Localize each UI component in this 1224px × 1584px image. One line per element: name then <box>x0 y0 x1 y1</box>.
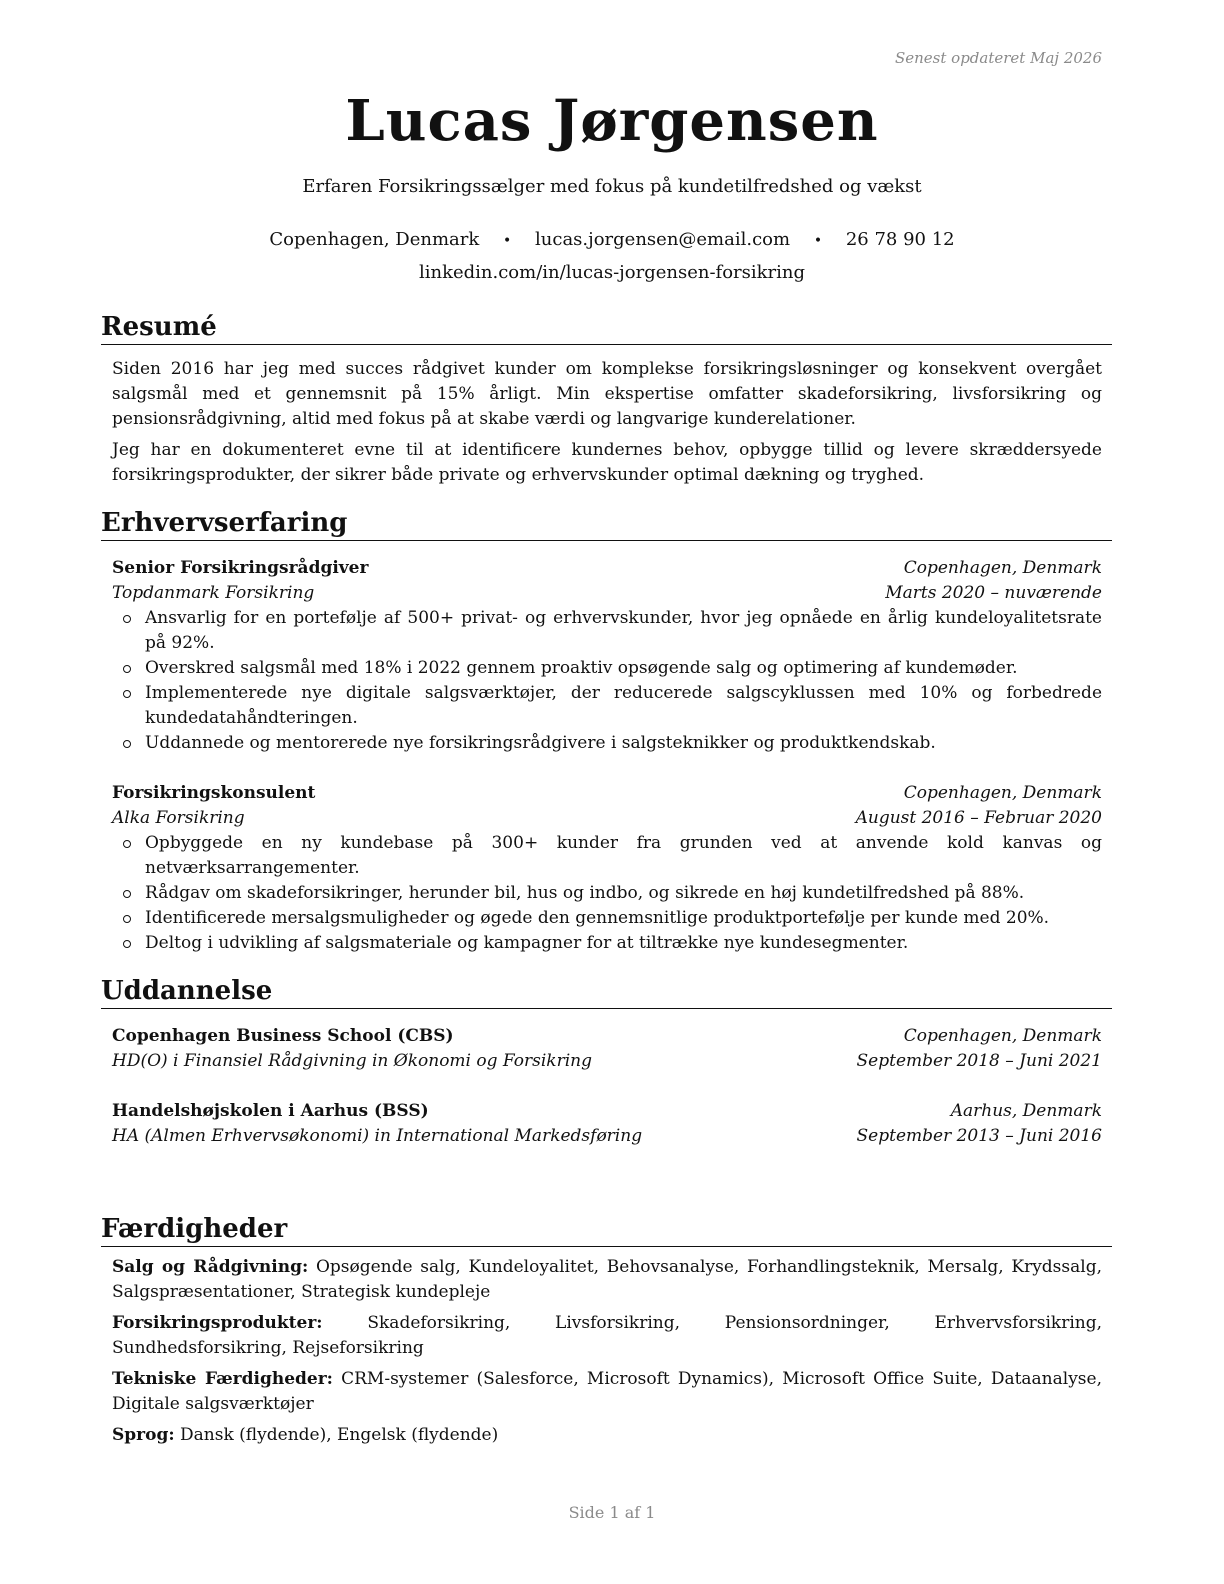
summary-paragraph: Siden 2016 har jeg med succes rådgivet kunder om komplekse forsikringsløsninger og konsekvent overgået salgsmål med et gennemsnit på 15% årligt. Min ekspertise omfatter skadeforsikring, livsforsikring og pensionsrådgivning, altid med fokus på at skabe værdi og langvarige kunderelationer. <box>112 359 1102 429</box>
list-item: Ansvarlig for en portefølje af 500+ privat- og erhvervskunder, hvor jeg opnåede en årlig kundeloyalitetsrate på 92%. <box>145 606 1102 656</box>
list-item: Uddannede og mentorerede nye forsikringsrådgivere i salgsteknikker og produktkendskab. <box>145 731 1102 756</box>
skill-group: Salg og Rådgivning: Opsøgende salg, Kundeloyalitet, Behovsanalyse, Forhandlingsteknik, Mersalg, Krydssalg, Salgspræsentationer, Strategisk kundepleje <box>112 1257 1102 1302</box>
summary-paragraph: Jeg har en dokumenteret evne til at identificere kundernes behov, opbygge tillid og levere skræddersyede forsikringsprodukter, der sikrer både private og erhvervskunder optimal dækning og tryghed. <box>112 440 1102 485</box>
list-item: Identificerede mersalgsmuligheder og øgede den gennemsnitlige produktportefølje per kunde med 20%. <box>145 906 1102 931</box>
candidate-tagline: Erfaren Forsikringssælger med fokus på kundetilfredshed og vækst <box>302 176 922 197</box>
degree: HD(O) i Finansiel Rådgivning in Økonomi og Forsikring <box>112 1051 592 1071</box>
job-role: Senior Forsikringsrådgiver <box>112 558 369 578</box>
job-company: Topdanmark Forsikring <box>112 583 315 603</box>
school-name: Copenhagen Business School (CBS) <box>112 1026 454 1046</box>
school-location: Aarhus, Denmark <box>950 1101 1102 1121</box>
contact-linkedin[interactable]: linkedin.com/in/lucas-jorgensen-forsikring <box>418 262 806 283</box>
contact-email[interactable]: lucas.jorgensen@email.com <box>535 229 791 250</box>
skills-section <box>101 1214 1112 1448</box>
circle-bullet-icon <box>123 840 131 848</box>
section-title: Uddannelse <box>101 976 1112 1009</box>
school-location: Copenhagen, Denmark <box>903 1026 1102 1046</box>
job-location: Copenhagen, Denmark <box>903 558 1102 578</box>
list-item: Overskred salgsmål med 18% i 2022 gennem proaktiv opsøgende salg og optimering af kundemøder. <box>145 656 1102 681</box>
job-location: Copenhagen, Denmark <box>903 783 1102 803</box>
circle-bullet-icon <box>123 690 131 698</box>
job-entry <box>112 556 1102 756</box>
bullet-separator-icon: • <box>503 233 512 249</box>
job-company: Alka Forsikring <box>112 808 245 828</box>
school-name: Handelshøjskolen i Aarhus (BSS) <box>112 1101 429 1121</box>
circle-bullet-icon <box>123 940 131 948</box>
job-role: Forsikringskonsulent <box>112 783 316 803</box>
candidate-name: Lucas Jørgensen <box>345 88 879 154</box>
education-section <box>101 976 1112 1149</box>
contact-phone[interactable]: 26 78 90 12 <box>845 229 955 250</box>
experience-section <box>101 508 1112 956</box>
bullet-separator-icon: • <box>813 233 823 249</box>
circle-bullet-icon <box>123 615 131 623</box>
page-number: Side 1 af 1 <box>568 1503 656 1522</box>
education-entry <box>112 1099 1102 1149</box>
list-item: Rådgav om skadeforsikringer, herunder bil, hus og indbo, og sikrede en høj kundetilfredshed på 88%. <box>145 881 1102 906</box>
contact-location: Copenhagen, Denmark <box>269 229 480 250</box>
skill-group: Sprog: Dansk (flydende), Engelsk (flydende) <box>112 1425 499 1445</box>
degree: HA (Almen Erhvervsøkonomi) in International Markedsføring <box>112 1126 643 1146</box>
summary-section <box>101 312 1112 488</box>
skill-group: Forsikringsprodukter: Skadeforsikring, Livsforsikring, Pensionsordninger, Erhvervsforsikring, Sundhedsforsikring, Rejseforsikring <box>112 1313 1102 1358</box>
circle-bullet-icon <box>123 665 131 673</box>
job-entry <box>112 781 1102 956</box>
job-dates: August 2016 – Februar 2020 <box>855 808 1102 828</box>
section-title: Resumé <box>101 312 1112 345</box>
education-entry <box>112 1024 1102 1074</box>
skill-group: Tekniske Færdigheder: CRM-systemer (Salesforce, Microsoft Dynamics), Microsoft Office Suite, Dataanalyse, Digitale salgsværktøjer <box>112 1369 1102 1414</box>
list-item: Deltog i udvikling af salgsmateriale og kampagner for at tiltrække nye kundesegmenter. <box>145 931 1102 956</box>
list-item: Opbyggede en ny kundebase på 300+ kunder fra grunden ved at anvende kold kanvas og netværksarrangementer. <box>145 831 1102 881</box>
circle-bullet-icon <box>123 740 131 748</box>
circle-bullet-icon <box>123 915 131 923</box>
section-title: Færdigheder <box>101 1214 1112 1247</box>
job-dates: Marts 2020 – nuværende <box>885 583 1102 603</box>
list-item: Implementerede nye digitale salgsværktøjer, der reducerede salgscyklussen med 10% og forbedrede kundedatahåndteringen. <box>145 681 1102 731</box>
contact-line <box>0 227 1224 254</box>
education-dates: September 2013 – Juni 2016 <box>856 1126 1102 1146</box>
circle-bullet-icon <box>123 890 131 898</box>
education-dates: September 2018 – Juni 2021 <box>856 1051 1102 1071</box>
section-title: Erhvervserfaring <box>101 508 1112 541</box>
last-updated-note: Senest opdateret Maj 2026 <box>894 49 1102 67</box>
